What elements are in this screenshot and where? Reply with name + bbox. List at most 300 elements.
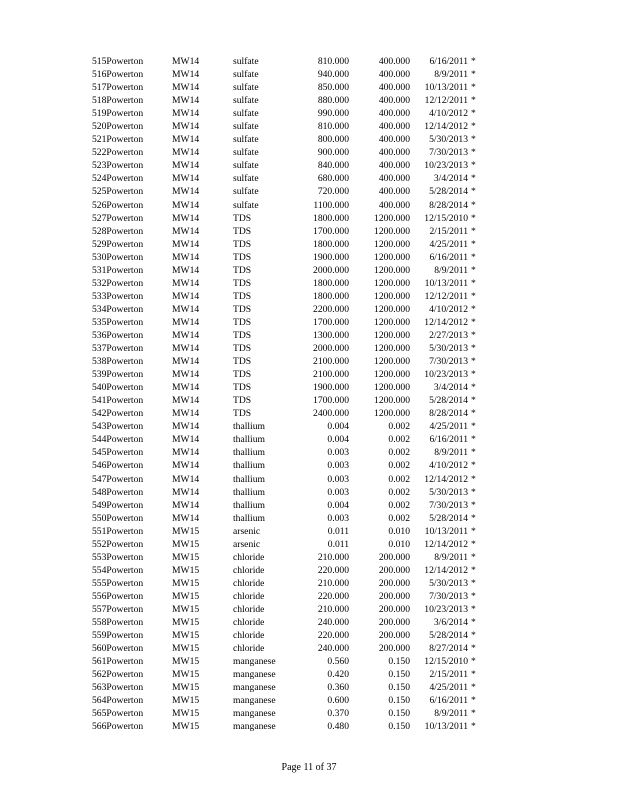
parameter: TDS — [233, 264, 252, 276]
table-row — [92, 55, 512, 68]
sample-id: 541Powerton — [92, 395, 144, 407]
standard-limit: 0.150 — [388, 695, 410, 707]
result-value: 220.000 — [317, 630, 349, 642]
parameter: thallium — [233, 421, 265, 433]
result-value: 210.000 — [317, 577, 349, 589]
well-id: MW14 — [172, 95, 200, 107]
result-value: 0.004 — [327, 434, 349, 446]
standard-limit: 1200.000 — [374, 329, 410, 341]
result-value: 0.003 — [327, 473, 349, 485]
sample-id: 532Powerton — [92, 277, 144, 289]
result-value: 0.370 — [327, 708, 349, 720]
parameter: TDS — [233, 356, 252, 368]
well-id: MW14 — [172, 329, 200, 341]
exceedance-flag: * — [471, 630, 476, 642]
exceedance-flag: * — [471, 695, 476, 707]
sample-id: 556Powerton — [92, 590, 144, 602]
parameter: TDS — [233, 395, 252, 407]
table-row — [92, 290, 512, 303]
table-row — [92, 616, 512, 629]
exceedance-flag: * — [471, 603, 476, 615]
exceedance-flag: * — [471, 447, 476, 459]
result-value: 880.000 — [317, 95, 349, 107]
sample-date: 4/25/2011 — [429, 682, 468, 694]
standard-limit: 400.000 — [378, 69, 410, 81]
table-row — [92, 251, 512, 264]
sample-id: 531Powerton — [92, 264, 144, 276]
sample-date: 12/14/2012 — [424, 473, 468, 485]
well-id: MW14 — [172, 160, 200, 172]
sample-id: 543Powerton — [92, 421, 144, 433]
sample-id: 554Powerton — [92, 564, 144, 576]
exceedance-flag: * — [471, 147, 476, 159]
sample-id: 546Powerton — [92, 460, 144, 472]
well-id: MW14 — [172, 434, 200, 446]
parameter: arsenic — [233, 538, 261, 550]
standard-limit: 0.002 — [388, 512, 410, 524]
exceedance-flag: * — [471, 577, 476, 589]
sample-date: 4/25/2011 — [429, 238, 468, 250]
standard-limit: 0.002 — [388, 434, 410, 446]
sample-id: 555Powerton — [92, 577, 144, 589]
exceedance-flag: * — [471, 369, 476, 381]
well-id: MW14 — [172, 69, 200, 81]
sample-date: 12/15/2010 — [424, 212, 468, 224]
sample-date: 12/14/2012 — [424, 564, 468, 576]
parameter: sulfate — [233, 56, 259, 67]
well-id: MW14 — [172, 473, 200, 485]
exceedance-flag: * — [471, 708, 476, 720]
result-value: 1800.000 — [313, 277, 349, 289]
result-value: 0.011 — [327, 525, 349, 537]
well-id: MW15 — [172, 538, 200, 550]
well-id: MW15 — [172, 630, 200, 642]
well-id: MW15 — [172, 603, 200, 615]
sample-date: 12/14/2012 — [424, 121, 468, 133]
well-id: MW15 — [172, 695, 200, 707]
standard-limit: 400.000 — [378, 82, 410, 94]
sample-id: 538Powerton — [92, 356, 144, 368]
sample-date: 7/30/2013 — [429, 590, 468, 602]
sample-id: 519Powerton — [92, 108, 144, 120]
table-row — [92, 199, 512, 212]
well-id: MW14 — [172, 460, 200, 472]
exceedance-flag: * — [471, 512, 476, 524]
parameter: thallium — [233, 512, 265, 524]
well-id: MW14 — [172, 121, 200, 133]
table-row — [92, 303, 512, 316]
result-value: 2200.000 — [313, 303, 349, 315]
exceedance-flag: * — [471, 721, 476, 733]
exceedance-flag: * — [471, 590, 476, 602]
sample-id: 524Powerton — [92, 173, 144, 185]
standard-limit: 0.002 — [388, 473, 410, 485]
parameter: thallium — [233, 460, 265, 472]
sample-date: 8/9/2011 — [434, 264, 468, 276]
parameter: TDS — [233, 212, 252, 224]
sample-id: 518Powerton — [92, 95, 144, 107]
parameter: sulfate — [233, 108, 259, 120]
exceedance-flag: * — [471, 669, 476, 681]
parameter: TDS — [233, 303, 252, 315]
well-id: MW14 — [172, 277, 200, 289]
table-row — [92, 329, 512, 342]
result-value: 210.000 — [317, 603, 349, 615]
parameter: sulfate — [233, 95, 259, 107]
sample-id: 526Powerton — [92, 199, 144, 211]
standard-limit: 400.000 — [378, 186, 410, 198]
result-value: 2000.000 — [313, 264, 349, 276]
sample-id: 564Powerton — [92, 695, 144, 707]
result-value: 1700.000 — [313, 395, 349, 407]
parameter: TDS — [233, 251, 252, 263]
sample-date: 8/9/2011 — [434, 708, 468, 720]
sample-id: 521Powerton — [92, 134, 144, 146]
table-row — [92, 368, 512, 381]
well-id: MW14 — [172, 290, 200, 302]
sample-date: 2/15/2011 — [429, 669, 468, 681]
parameter: sulfate — [233, 173, 259, 185]
result-value: 680.000 — [317, 173, 349, 185]
exceedance-flag: * — [471, 473, 476, 485]
parameter: manganese — [233, 656, 276, 668]
result-value: 0.011 — [327, 538, 349, 550]
standard-limit: 200.000 — [378, 577, 410, 589]
standard-limit: 1200.000 — [374, 369, 410, 381]
standard-limit: 400.000 — [378, 108, 410, 120]
table-row — [92, 225, 512, 238]
sample-id: 535Powerton — [92, 316, 144, 328]
exceedance-flag: * — [471, 264, 476, 276]
result-value: 810.000 — [317, 56, 349, 67]
exceedance-flag: * — [471, 134, 476, 146]
exceedance-flag: * — [471, 251, 476, 263]
result-value: 0.004 — [327, 421, 349, 433]
well-id: MW14 — [172, 134, 200, 146]
well-id: MW15 — [172, 721, 200, 733]
table-row — [92, 133, 512, 146]
sample-date: 12/15/2010 — [424, 656, 468, 668]
exceedance-flag: * — [471, 395, 476, 407]
standard-limit: 1200.000 — [374, 356, 410, 368]
table-row — [92, 264, 512, 277]
sample-id: 547Powerton — [92, 473, 144, 485]
well-id: MW14 — [172, 382, 200, 394]
sample-id: 536Powerton — [92, 329, 144, 341]
result-value: 1800.000 — [313, 290, 349, 302]
sample-date: 10/23/2013 — [424, 369, 468, 381]
sample-id: 550Powerton — [92, 512, 144, 524]
well-id: MW14 — [172, 369, 200, 381]
result-value: 1900.000 — [313, 382, 349, 394]
well-id: MW14 — [172, 499, 200, 511]
page-number: Page 11 of 37 — [281, 762, 337, 773]
table-row — [92, 538, 512, 551]
sample-id: 522Powerton — [92, 147, 144, 159]
sample-id: 533Powerton — [92, 290, 144, 302]
well-id: MW14 — [172, 82, 200, 94]
result-value: 1100.000 — [313, 199, 349, 211]
well-id: MW14 — [172, 225, 200, 237]
exceedance-flag: * — [471, 238, 476, 250]
sample-date: 12/14/2012 — [424, 316, 468, 328]
sample-date: 3/4/2014 — [433, 173, 468, 185]
result-value: 1300.000 — [313, 329, 349, 341]
well-id: MW15 — [172, 590, 200, 602]
parameter: thallium — [233, 473, 265, 485]
table-row — [92, 394, 512, 407]
table-row — [92, 146, 512, 159]
parameter: sulfate — [233, 199, 259, 211]
well-id: MW14 — [172, 343, 200, 355]
exceedance-flag: * — [471, 316, 476, 328]
sample-id: 565Powerton — [92, 708, 144, 720]
standard-limit: 400.000 — [378, 95, 410, 107]
sample-date: 12/12/2011 — [424, 290, 468, 302]
sample-id: 544Powerton — [92, 434, 144, 446]
standard-limit: 1200.000 — [374, 303, 410, 315]
sample-date: 5/28/2014 — [429, 186, 468, 198]
well-id: MW15 — [172, 708, 200, 720]
sample-date: 5/28/2014 — [429, 512, 468, 524]
result-value: 0.004 — [327, 499, 349, 511]
sample-id: 516Powerton — [92, 69, 144, 81]
table-row — [92, 355, 512, 368]
exceedance-flag: * — [471, 343, 476, 355]
sample-date: 6/16/2011 — [429, 695, 468, 707]
standard-limit: 200.000 — [378, 564, 410, 576]
well-id: MW14 — [172, 251, 200, 263]
result-value: 990.000 — [317, 108, 349, 120]
result-value: 1800.000 — [313, 238, 349, 250]
parameter: chloride — [233, 577, 265, 589]
table-row — [92, 433, 512, 446]
table-row — [92, 603, 512, 616]
sample-date: 6/16/2011 — [429, 251, 468, 263]
standard-limit: 1200.000 — [374, 212, 410, 224]
standard-limit: 400.000 — [378, 173, 410, 185]
well-id: MW14 — [172, 512, 200, 524]
parameter: thallium — [233, 499, 265, 511]
result-value: 0.560 — [327, 656, 349, 668]
parameter: TDS — [233, 225, 252, 237]
table-row — [92, 342, 512, 355]
standard-limit: 1200.000 — [374, 251, 410, 263]
sample-id: 566Powerton — [92, 721, 144, 733]
sample-id: 515Powerton — [92, 56, 144, 67]
table-row — [92, 473, 512, 486]
well-id: MW15 — [172, 617, 200, 629]
parameter: TDS — [233, 290, 252, 302]
sample-id: 551Powerton — [92, 525, 144, 537]
exceedance-flag: * — [471, 303, 476, 315]
result-value: 840.000 — [317, 160, 349, 172]
table-row — [92, 642, 512, 655]
parameter: manganese — [233, 695, 276, 707]
standard-limit: 1200.000 — [374, 277, 410, 289]
exceedance-flag: * — [471, 82, 476, 94]
sample-id: 523Powerton — [92, 160, 144, 172]
sample-id: 560Powerton — [92, 643, 144, 655]
sample-date: 8/28/2014 — [429, 408, 468, 420]
result-value: 0.600 — [327, 695, 349, 707]
exceedance-flag: * — [471, 356, 476, 368]
parameter: sulfate — [233, 160, 259, 172]
sample-date: 8/9/2011 — [434, 551, 468, 563]
table-row — [92, 486, 512, 499]
sample-date: 6/16/2011 — [429, 56, 468, 67]
well-id: MW14 — [172, 212, 200, 224]
exceedance-flag: * — [471, 69, 476, 81]
sample-date: 5/30/2013 — [429, 134, 468, 146]
standard-limit: 200.000 — [378, 630, 410, 642]
table-row — [92, 446, 512, 459]
sample-id: 548Powerton — [92, 486, 144, 498]
sample-id: 529Powerton — [92, 238, 144, 250]
table-row — [92, 590, 512, 603]
exceedance-flag: * — [471, 277, 476, 289]
exceedance-flag: * — [471, 682, 476, 694]
result-value: 2400.000 — [313, 408, 349, 420]
parameter: manganese — [233, 682, 276, 694]
parameter: TDS — [233, 238, 252, 250]
parameter: TDS — [233, 382, 252, 394]
sample-date: 12/12/2011 — [424, 95, 468, 107]
table-row — [92, 525, 512, 538]
sample-date: 10/13/2011 — [424, 525, 468, 537]
sample-date: 10/13/2011 — [424, 721, 468, 733]
well-id: MW14 — [172, 147, 200, 159]
parameter: TDS — [233, 316, 252, 328]
parameter: manganese — [233, 708, 276, 720]
result-value: 940.000 — [317, 69, 349, 81]
exceedance-flag: * — [471, 525, 476, 537]
standard-limit: 1200.000 — [374, 316, 410, 328]
table-row — [92, 420, 512, 433]
exceedance-flag: * — [471, 538, 476, 550]
standard-limit: 400.000 — [378, 147, 410, 159]
well-id: MW15 — [172, 643, 200, 655]
well-id: MW14 — [172, 408, 200, 420]
well-id: MW14 — [172, 56, 200, 67]
exceedance-flag: * — [471, 382, 476, 394]
exceedance-flag: * — [471, 225, 476, 237]
sample-id: 552Powerton — [92, 538, 144, 550]
well-id: MW14 — [172, 421, 200, 433]
parameter: chloride — [233, 590, 265, 602]
result-value: 0.003 — [327, 512, 349, 524]
standard-limit: 0.010 — [388, 538, 410, 550]
table-row — [92, 694, 512, 707]
sample-id: 534Powerton — [92, 303, 144, 315]
sample-id: 553Powerton — [92, 551, 144, 563]
result-value: 2100.000 — [313, 356, 349, 368]
exceedance-flag: * — [471, 290, 476, 302]
result-value: 1700.000 — [313, 316, 349, 328]
result-value: 810.000 — [317, 121, 349, 133]
table-row — [92, 720, 512, 733]
exceedance-flag: * — [471, 499, 476, 511]
result-value: 720.000 — [317, 186, 349, 198]
parameter: manganese — [233, 721, 276, 733]
table-row — [92, 316, 512, 329]
result-value: 0.003 — [327, 447, 349, 459]
result-value: 2100.000 — [313, 369, 349, 381]
sample-id: 542Powerton — [92, 408, 144, 420]
sample-date: 7/30/2013 — [429, 147, 468, 159]
standard-limit: 1200.000 — [374, 408, 410, 420]
table-row — [92, 172, 512, 185]
parameter: chloride — [233, 617, 265, 629]
standard-limit: 200.000 — [378, 643, 410, 655]
well-id: MW14 — [172, 356, 200, 368]
parameter: chloride — [233, 564, 265, 576]
result-value: 220.000 — [317, 590, 349, 602]
standard-limit: 1200.000 — [374, 238, 410, 250]
well-id: MW15 — [172, 551, 200, 563]
result-value: 210.000 — [317, 551, 349, 563]
exceedance-flag: * — [471, 408, 476, 420]
exceedance-flag: * — [471, 656, 476, 668]
well-id: MW14 — [172, 395, 200, 407]
exceedance-flag: * — [471, 199, 476, 211]
well-id: MW14 — [172, 173, 200, 185]
sample-id: 539Powerton — [92, 369, 144, 381]
sample-id: 537Powerton — [92, 343, 144, 355]
exceedance-flag: * — [471, 643, 476, 655]
table-row — [92, 159, 512, 172]
standard-limit: 400.000 — [378, 199, 410, 211]
table-row — [92, 577, 512, 590]
sample-date: 10/13/2011 — [424, 82, 468, 94]
exceedance-flag: * — [471, 95, 476, 107]
parameter: sulfate — [233, 121, 259, 133]
result-value: 1900.000 — [313, 251, 349, 263]
standard-limit: 1200.000 — [374, 343, 410, 355]
result-value: 0.420 — [327, 669, 349, 681]
well-id: MW14 — [172, 108, 200, 120]
table-row — [92, 668, 512, 681]
parameter: sulfate — [233, 134, 259, 146]
sample-id: 549Powerton — [92, 499, 144, 511]
exceedance-flag: * — [471, 173, 476, 185]
standard-limit: 1200.000 — [374, 225, 410, 237]
sample-id: 528Powerton — [92, 225, 144, 237]
exceedance-flag: * — [471, 121, 476, 133]
result-value: 2000.000 — [313, 343, 349, 355]
parameter: thallium — [233, 447, 265, 459]
sample-date: 5/28/2014 — [429, 630, 468, 642]
sample-date: 8/9/2011 — [434, 69, 468, 81]
sample-id: 527Powerton — [92, 212, 144, 224]
standard-limit: 0.150 — [388, 656, 410, 668]
parameter: chloride — [233, 643, 265, 655]
result-value: 0.480 — [327, 721, 349, 733]
standard-limit: 1200.000 — [374, 264, 410, 276]
standard-limit: 0.150 — [388, 682, 410, 694]
well-id: MW14 — [172, 316, 200, 328]
sample-id: 559Powerton — [92, 630, 144, 642]
sample-date: 5/30/2013 — [429, 343, 468, 355]
exceedance-flag: * — [471, 212, 476, 224]
sample-date: 8/28/2014 — [429, 199, 468, 211]
exceedance-flag: * — [471, 564, 476, 576]
standard-limit: 200.000 — [378, 617, 410, 629]
sample-date: 5/28/2014 — [429, 395, 468, 407]
parameter: chloride — [233, 603, 265, 615]
table-row — [92, 564, 512, 577]
well-id: MW14 — [172, 303, 200, 315]
